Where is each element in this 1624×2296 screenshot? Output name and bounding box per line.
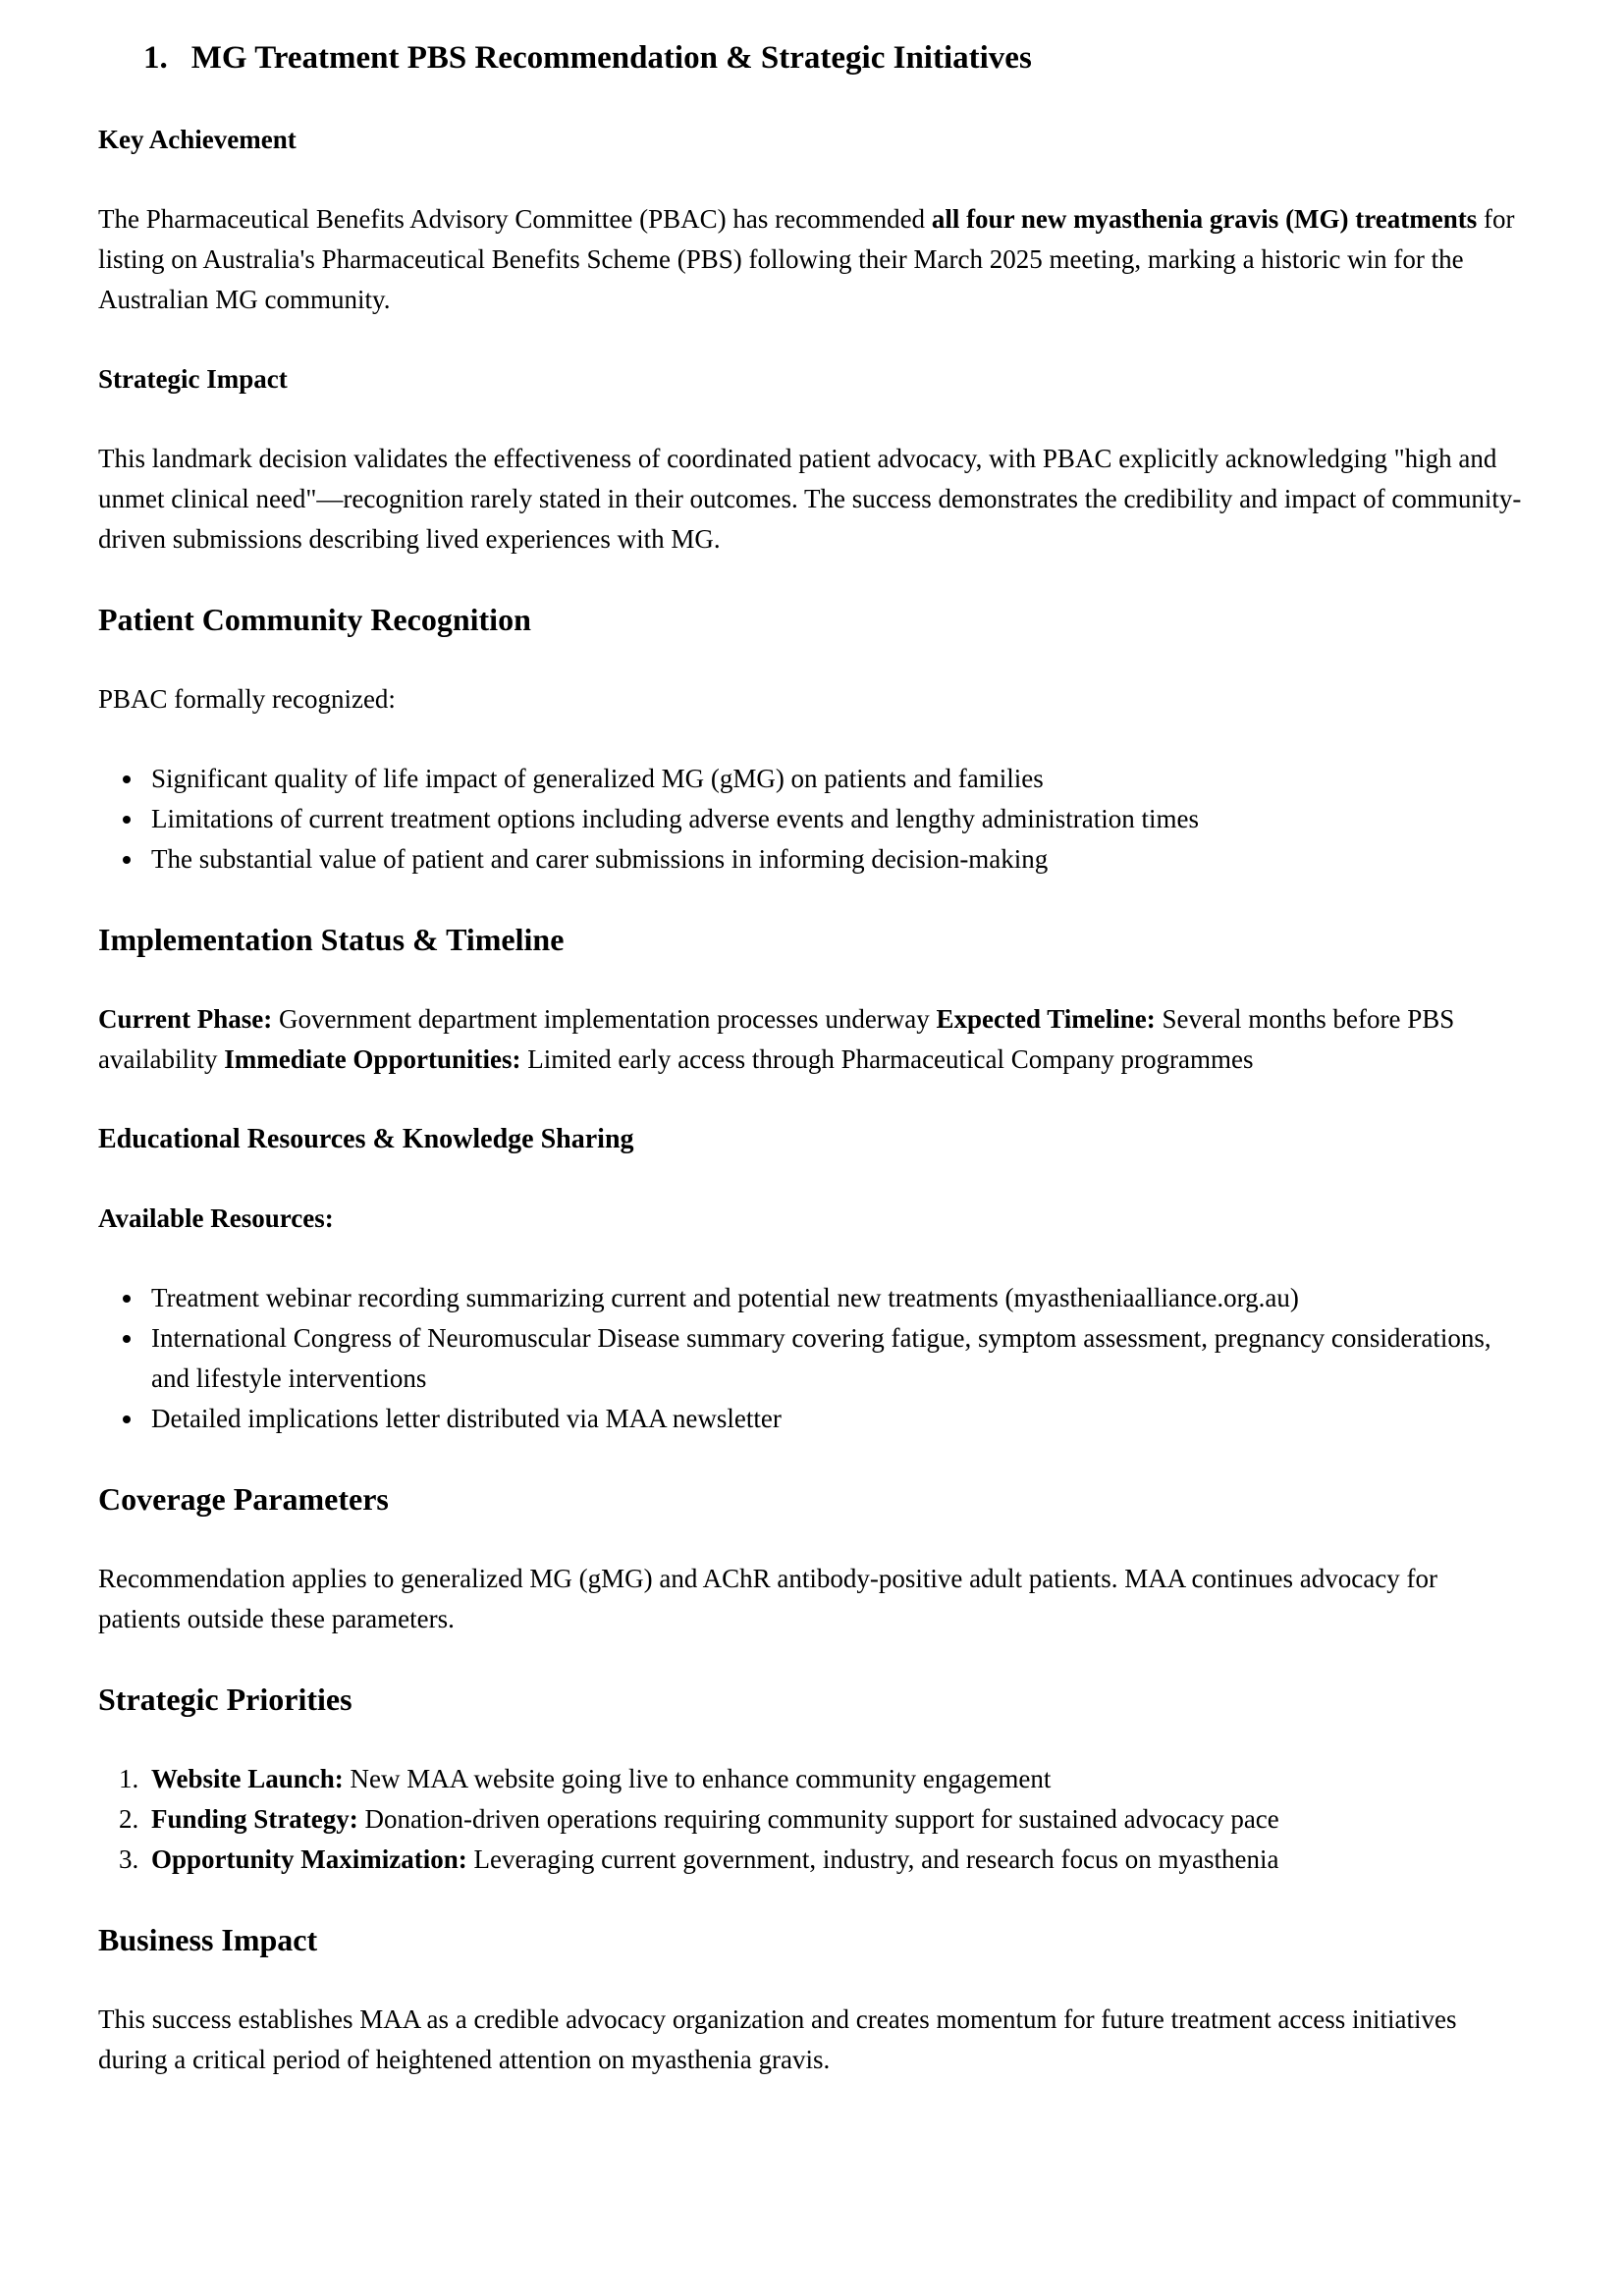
list-available-resources (98, 1278, 1526, 1439)
paragraph-coverage-parameters: Recommendation applies to generalized MG (gMG) and AChR antibody-positive adult patients. MAA continues advocacy for patients outside these parameters. (98, 1564, 1437, 1633)
list-item (145, 1278, 1526, 1318)
text-run: Limitations of current treatment options including adverse events and lengthy administration times (151, 804, 1200, 833)
text-run: New MAA website going live to enhance community engagement (343, 1764, 1052, 1793)
list-item (145, 1799, 1526, 1840)
bold-text-run: Website Launch: (151, 1764, 344, 1793)
text-run: Significant quality of life impact of generalized MG (gMG) on patients and families (151, 764, 1044, 793)
heading-business-impact: Business Impact (98, 1922, 318, 1957)
list-item (145, 799, 1526, 839)
list-strategic-priorities (98, 1759, 1526, 1880)
heading-key-achievement: Key Achievement (98, 125, 297, 154)
heading-implementation-status: Implementation Status & Timeline (98, 922, 565, 957)
heading-coverage-parameters: Coverage Parameters (98, 1481, 389, 1517)
list-item (145, 759, 1526, 799)
paragraph-strategic-impact: This landmark decision validates the effectiveness of coordinated patient advocacy, with PBAC explicitly acknowledging "high and unmet clinical need"—recognition rarely stated in their outcomes. The success demonstrates the credibility and impact of community-driven submissions describing lived experiences with MG. (98, 444, 1522, 554)
text-run: Treatment webinar recording summarizing current and potential new treatments (myastheniaalliance.org.au) (151, 1283, 1299, 1312)
bold-text-run: Immediate Opportunities: (224, 1044, 521, 1074)
paragraph-key-achievement (98, 199, 1526, 320)
heading-educational-resources: Educational Resources & Knowledge Sharing (98, 1124, 634, 1154)
text-run: Limited early access through Pharmaceutical Company programmes (520, 1044, 1254, 1074)
text-run: Detailed implications letter distributed via MAA newsletter (151, 1404, 782, 1433)
heading-patient-community-recognition: Patient Community Recognition (98, 602, 531, 637)
bold-text-run: Funding Strategy: (151, 1804, 358, 1834)
text-run: Leveraging current government, industry, and research focus on myasthenia (466, 1844, 1279, 1874)
list-item (145, 1759, 1526, 1799)
bold-text-run: Current Phase: (98, 1004, 273, 1034)
paragraph-implementation-status (98, 999, 1526, 1080)
list-item (145, 1840, 1526, 1880)
bold-text-run: all four new myasthenia gravis (MG) treatments (931, 204, 1478, 234)
list-pbac-recognized (98, 759, 1526, 880)
text-run: Donation-driven operations requiring community support for sustained advocacy pace (357, 1804, 1279, 1834)
text-run: International Congress of Neuromuscular Disease summary covering fatigue, symptom assessment, pregnancy considerations, and lifestyle interventions (151, 1323, 1491, 1393)
heading-available-resources: Available Resources: (98, 1203, 334, 1233)
list-item (145, 839, 1526, 880)
text-run: The Pharmaceutical Benefits Advisory Committee (PBAC) has recommended (98, 204, 932, 234)
text-run: Several months before PBS availability (98, 1004, 1455, 1074)
document-title (143, 37, 1526, 79)
text-run: The substantial value of patient and carer submissions in informing decision-making (151, 844, 1049, 874)
bold-text-run: Expected Timeline: (936, 1004, 1156, 1034)
text-run: Government department implementation processes underway (272, 1004, 937, 1034)
list-item (145, 1399, 1526, 1439)
paragraph-business-impact: This success establishes MAA as a credible advocacy organization and creates momentum for future treatment access initiatives during a critical period of heightened attention on myasthenia gravis. (98, 2004, 1457, 2074)
bold-text-run: Opportunity Maximization: (151, 1844, 467, 1874)
title-number: 1. (143, 40, 168, 76)
heading-strategic-priorities: Strategic Priorities (98, 1682, 352, 1717)
heading-strategic-impact: Strategic Impact (98, 364, 288, 394)
text-run: for listing on Australia's Pharmaceutical Benefits Scheme (PBS) following their March 2025 meeting, marking a historic win for the Australian MG community. (98, 204, 1515, 314)
title-text: MG Treatment PBS Recommendation & Strategic Initiatives (190, 40, 1032, 76)
paragraph-pbac-recognized: PBAC formally recognized: (98, 684, 396, 714)
list-item (145, 1318, 1526, 1399)
